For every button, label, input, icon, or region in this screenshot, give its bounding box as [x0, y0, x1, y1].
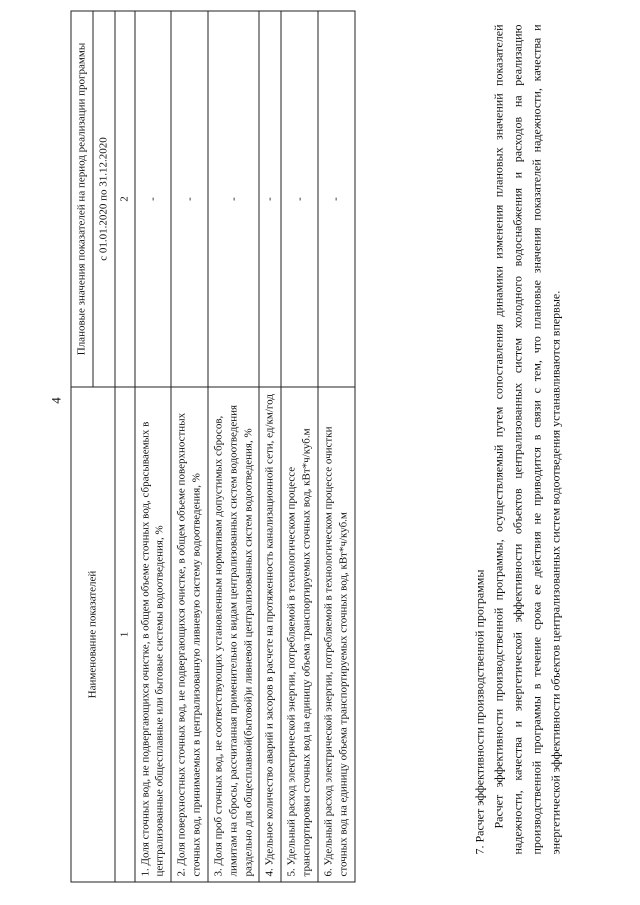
indicator-name: 5. Удельный расход электрической энергии, потребляемой в технологическом процессе транспортировки сточных вод на единицу объема транспортируемых сточных вод, кВт*ч/куб.м [281, 387, 318, 882]
table-row [171, 11, 208, 882]
section-heading: 7. Расчет эффективности производственной программы [472, 569, 487, 855]
column-number-row [115, 11, 135, 882]
indicator-name: 2. Доля поверхностных сточных вод, не подвергающихся очистке, в общем объеме поверхностных сточных вод, принимаемых в централизованную ливневую систему водоотведения, % [171, 387, 208, 882]
indicator-value: - [208, 11, 260, 387]
indicators-table [71, 11, 356, 883]
table-row [259, 11, 281, 882]
header-plan-values: Плановые значения показателей на период реализации программы [71, 11, 93, 387]
table-row [208, 11, 260, 882]
section-paragraph: Расчет эффективности производственной программы, осуществляемый путем сопоставления динамики изменения плановых значений показателей надежности, качества и энергетической эффективности объектов централизованных систем холодного водоснабжения и расходов на реализацию производственной программы в течение срока ее действия не приводится в связи с тем, что плановые значения показателей надежности, качества и энергетической эффективности объектов централизованных систем водоотведения устанавливаются впервые. [491, 24, 563, 855]
indicator-value: - [171, 11, 208, 387]
indicator-name: 3. Доля проб сточных вод, не соответствующих установленным нормативам допустимых сбросов, лимитам на сбросы, рассчитанная применительно к видам централизованных систем водоотведения раздельно для общесплавной(бытовой)и ливневой централизованных систем водоотведения, % [208, 387, 260, 882]
table-body [115, 11, 355, 882]
efficiency-section [471, 25, 566, 855]
header-period: с 01.01.2020 по 31.12.2020 [93, 11, 115, 387]
header-indicator-name: Наименование показателей [71, 387, 115, 882]
table-row [318, 11, 355, 882]
table-row [135, 11, 172, 882]
indicator-name: 6. Удельный расход электрической энергии, потребляемой в технологическом процессе очистки сточных вод на единицу объема транспортируемых сточных вод, кВт*ч/куб.м [318, 387, 355, 882]
indicator-name: 1. Доля сточных вод, не подвергающихся очистке, в общем объеме сточных вод, сбрасываемых в централизованные общесплавные или бытовые системы водоотведения, % [135, 387, 172, 882]
column-number-1: 1 [115, 387, 135, 882]
page-number: 4 [48, 397, 64, 404]
column-number-2: 2 [115, 11, 135, 387]
table-row [281, 11, 318, 882]
rotated-page-content [1, 0, 640, 905]
indicator-value: - [318, 11, 355, 387]
table-header-row [71, 11, 93, 882]
indicator-value: - [281, 11, 318, 387]
indicator-value: - [259, 11, 281, 387]
indicator-value: - [135, 11, 172, 387]
indicator-name: 4. Удельное количество аварий и засоров в расчете на протяженность канализационной сети, ед/км/год [259, 387, 281, 882]
